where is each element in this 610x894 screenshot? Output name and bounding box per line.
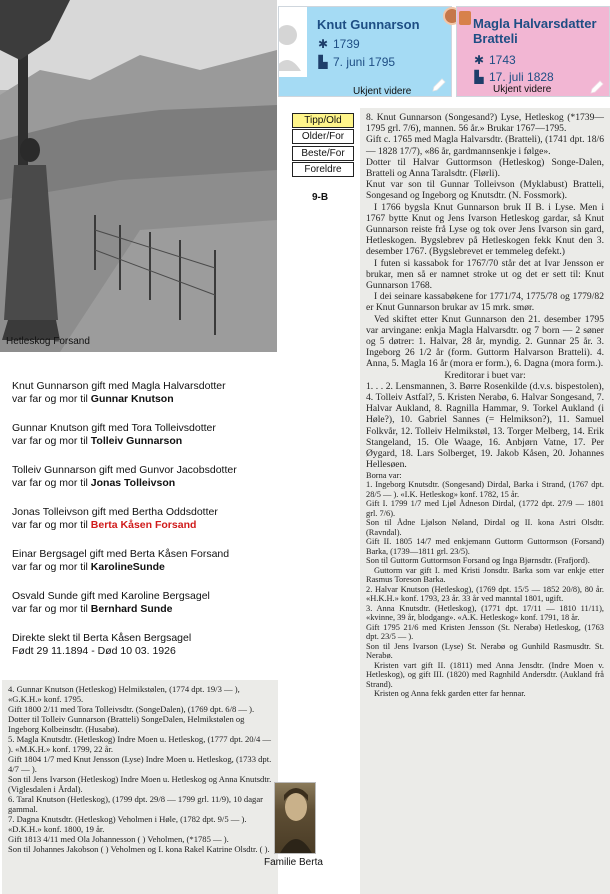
descendant-name: Gunnar Knutson xyxy=(90,393,174,405)
edit-pencil-icon[interactable] xyxy=(431,77,447,93)
descendant-name: KarolineSunde xyxy=(90,561,165,573)
scanned-book-page xyxy=(360,108,610,894)
photo-caption: Hetleskog Forsand xyxy=(6,336,90,347)
scan-paragraph: Gift c. 1765 med Magla Halvarsdtr. (Bratteli), (1741 dpt. 18/6 — 1828 17/7), «86 år, gardmannsenkje i følge». xyxy=(366,134,604,157)
tombstone-icon: ▙ xyxy=(318,55,328,69)
birth-date: ✱ 1739 xyxy=(317,37,360,51)
scan-paragraph: 1. . . 2. Lensmannen, 3. Børre Rosenkilde (d.v.s. bispestolen), 4. Tolleiv Astfal?, 5. Kristen Nerabø, 6. Halvar Songesand, 7. Halvar Aukland, 8. Ragnilla Hammar, 9. Torkel Aukland (i Høle?), 10. Gabriel Sannes (= Helmikson?), 11. Samuel Folkvår, 12. Tolleiv Helmikstøl, 13. Torger Melberg, 14. Erik Stangeland, 15. Ole Waage, 16. Anbjørn Vatne, 17. Per Øygard, 18. Lars Solberget, 19. Jakob Kåsen, 20. Johannes Hellesøen. xyxy=(366,380,604,471)
unknown-further-label: Ukjent videre xyxy=(493,84,552,95)
star-icon: ✱ xyxy=(317,37,329,51)
scan-paragraph: Kristen vart gift II. (1811) med Anna Jensdtr. (Indre Moen v. Hetleskog), og gift III. (1820) med Ragnhild Andersdtr. (Aukland frå Strand). xyxy=(366,660,604,689)
lineage-entry: Tolleiv Gunnarson gift med Gunvor Jacobsdotter var far og mor til Jonas Tolleivson xyxy=(12,464,237,489)
lineage-entry: Einar Bergsagel gift med Berta Kåsen Forsand var far og mor til KarolineSunde xyxy=(12,548,230,573)
landscape-photo xyxy=(0,0,277,352)
birth-date: ✱ 1743 xyxy=(473,53,516,67)
lineage-list xyxy=(12,380,272,658)
scan-paragraph: Kreditorar i buet var: xyxy=(444,369,526,381)
edit-pencil-icon[interactable] xyxy=(589,79,605,95)
scan-paragraph: Gift 1795 21/6 med Kristen Jensson (St. Nerabø) Hetleskog, (1763 dpt. 23/5 — ). xyxy=(366,622,604,641)
scan-paragraph: Kristen og Anna fekk garden etter far hennar. xyxy=(374,689,526,698)
book-icon[interactable] xyxy=(459,11,471,25)
scan-paragraph: Gift 1800 2/11 med Tora Tolleivsdtr. (SongeDalen), (1769 dpt. 6/8 — ). xyxy=(8,704,255,714)
scan-paragraph: 2. Halvar Knutson (Hetleskog), (1769 dpt. 15/5 — 1852 20/8), 80 år. «H.K.H.» konf. 1793, 23 år. 33 år ved manntal 1801, ugift. xyxy=(366,584,604,603)
death-date: ▙ 17. juli 1828 xyxy=(474,70,554,84)
scan-paragraph: Gift 1804 1/7 med Knut Jensson (Lyse) Indre Moen u. Hetleskog, (1733 dpt. 4/7 — ). xyxy=(8,754,272,774)
scan-paragraph: 3. Anna Knutsdtr. (Hetleskog), (1771 dpt. 17/11 — 1810 11/11), «kvinne, 39 år, blodgang». «A.K. Hetleskog» konf. 1791, 18 år. xyxy=(366,603,604,622)
avatar xyxy=(279,7,307,77)
tombstone-icon: ▙ xyxy=(474,70,484,84)
nav-button-tipp-old[interactable]: Tipp/Old xyxy=(292,113,354,128)
descendant-name: Tolleiv Gunnarson xyxy=(90,435,183,447)
scan-paragraph: Gift 1813 4/11 med Ola Johannesson ( ) Veholmen, (*1785 — ). xyxy=(8,834,229,844)
person-card-father[interactable] xyxy=(278,6,452,97)
lineage-entry: Gunnar Knutson gift med Tora Tolleivsdotter var far og mor til Tolleiv Gunnarson xyxy=(12,422,216,447)
scan-paragraph: 4. Gunnar Knutson (Hetleskog) Helmikstølen, (1774 dpt. 19/3 — ), «G.K.H.» konf. 1795. xyxy=(8,684,240,704)
scan-paragraph: Son til Johannes Jakobson ( ) Veholmen og I. kona Rakel Katrine Olsdtr. ( ). xyxy=(8,844,270,854)
scan-paragraph: I futen si kassabok for 1767/70 står det at Ivar Jensson er brukar, men så er namnet stroke ut og det er sett til: Knut Gunnarson 1768. xyxy=(366,257,604,292)
family-caption: Familie Berta xyxy=(264,857,323,868)
scan-paragraph: I dei seinare kassabøkene for 1771/74, 1775/78 og 1779/82 er Knut Gunnarson brukar av 15 mrk. smør. xyxy=(366,291,604,314)
scan-paragraph: 6. Taral Knutson (Hetleskog), (1799 dpt. 29/8 — 1799 grl. 11/9), 10 dagar gammal. xyxy=(8,794,264,814)
lineage-closing: Direkte slekt til Berta Kåsen Bergsagel Født 29 11.1894 - Død 10 03. 1926 xyxy=(12,632,192,657)
scan-paragraph: Son til Guttorm Guttormson Forsand og Inga Bjørnsdtr. (Frafjord). xyxy=(366,556,590,565)
lineage-entry: Jonas Tolleivson gift med Bertha Oddsdotter var far og mor til Berta Kåsen Forsand xyxy=(12,506,218,531)
scan-paragraph: Gift I. 1799 1/7 med Ljøl Ådneson Dirdal, (1772 dpt. 27/9 — 1801 grl. 7/6). xyxy=(366,499,604,518)
descendant-name: Bernhard Sunde xyxy=(90,603,173,615)
family-portrait-photo[interactable] xyxy=(274,782,316,854)
page-code: 9-B xyxy=(312,192,329,203)
scan-paragraph: 8. Knut Gunnarson (Songesand?) Lyse, Hetleskog (*1739—1795 grl. 7/6), mannen. 56 år.» Brukar 1767—1795. xyxy=(366,112,604,135)
person-name[interactable]: Knut Gunnarson xyxy=(317,17,420,32)
scan-paragraph: Ved skiftet etter Knut Gunnarson den 21. desember 1795 var arvingane: enkja Magla Halvarsdtr. og 7 born — 2 søner og 5 døtrer: 1. Halvar, 28 år, myndig. 2. Gunnar 25 år. 3. Ingeborg 26 1/2 år (form. Guttorm Halvarson Bratteli). 4. Anna, 5. Magla 16 år (mora er form.), 6. Dagna (mora form.). xyxy=(366,313,604,370)
nav-button-foreldre[interactable]: Foreldre xyxy=(292,162,354,177)
person-name[interactable]: Magla Halvarsdatter Bratteli xyxy=(473,16,597,46)
descendant-name: Jonas Tolleivson xyxy=(90,477,176,489)
death-date: ▙ 7. juni 1795 xyxy=(318,55,396,69)
person-card-mother[interactable] xyxy=(456,6,610,97)
scan-paragraph: 7. Dagna Knutsdtr. (Hetleskog) Veholmen i Høle, (1782 dpt. 9/5 — ). «D.K.H.» konf. 1800, 19 år. xyxy=(8,814,247,834)
unknown-further-label: Ukjent videre xyxy=(353,86,412,97)
star-icon: ✱ xyxy=(473,53,485,67)
scan-paragraph: 1. Ingeborg Knutsdtr. (Songesand) Dirdal, Barka i Strand, (1767 dpt. 28/5 — ). «I.K. Hetleskog» konf. 1782, 15 år. xyxy=(366,480,604,499)
scan-paragraph: Son til Ådne Ljølson Nøland, Dirdal og II. kona Astri Olsdtr. (Ravndal). xyxy=(366,518,604,537)
descendant-name-highlighted: Berta Kåsen Forsand xyxy=(90,519,197,531)
scan-paragraph: Knut var son til Gunnar Tolleivson (Myklabust) Bratteli, Songesand og Ingeborg og Knutsdtr. (N. Fossmork). xyxy=(366,179,604,202)
scan-paragraph: Dotter til Halvar Guttormson (Hetleskog) Songe-Dalen, Bratteli og Anna Taralsdtr. (Flørli). xyxy=(366,156,604,180)
scan-paragraph: Dotter til Tolleiv Gunnarson (Bratteli) SongeDalen, Helmikstølen og Ingeborg Kolbeinsdtr. (Husabø). xyxy=(8,714,245,734)
scan-paragraph: I 1766 bygsla Knut Gunnarson bruk II B. i Lyse. Men i 1767 bytte Knut og Jens Ivarson Hetleskog gardar, så Knut Gunnarson reiste frå Lyse og tok over Jens Ivarson sin gard, Hetleskogen. Bygslebrev på Hetleskogen fekk Knut den 3. desember 1767. (Bygslebrevet er temmeleg defekt.) xyxy=(366,201,604,258)
scan-paragraph: Son til Jens Ivarson (Lyse) St. Nerabø og Gunhild Rasmusdtr. St. Nerabø. xyxy=(366,641,604,660)
nav-button-older-for[interactable]: Older/For xyxy=(292,129,354,144)
scan-paragraph: Son til Jens Ivarson (Hetleskog) Indre Moen u. Hetleskog og Anna Knutsdtr. (Viglesdalen i Årdal). xyxy=(8,774,272,794)
lineage-entry: Osvald Sunde gift med Karoline Bergsagel var far og mor til Bernhard Sunde xyxy=(12,590,210,615)
scan-paragraph: Gift II. 1805 14/7 med enkjemann Guttorm Guttormson (Forsand) Barka, (1739—1811 grl. 23/5). xyxy=(366,537,604,556)
lineage-entry: Knut Gunnarson gift med Magla Halvarsdotter var far og mor til Gunnar Knutson xyxy=(12,380,226,405)
scanned-book-page-lower xyxy=(2,680,278,894)
scan-paragraph: Borna var: xyxy=(366,470,402,480)
scan-paragraph: Guttorm var gift I. med Kristi Jonsdtr. Barka som var enkje etter Rasmus Toreson Barka. xyxy=(366,565,604,584)
nav-button-beste-for[interactable]: Beste/For xyxy=(292,146,354,161)
scan-paragraph: 5. Magla Knutsdtr. (Hetleskog) Indre Moen u. Hetleskog, (1777 dpt. 20/4 — ). «M.K.H.» konf. 1799, 22 år. xyxy=(8,734,272,754)
